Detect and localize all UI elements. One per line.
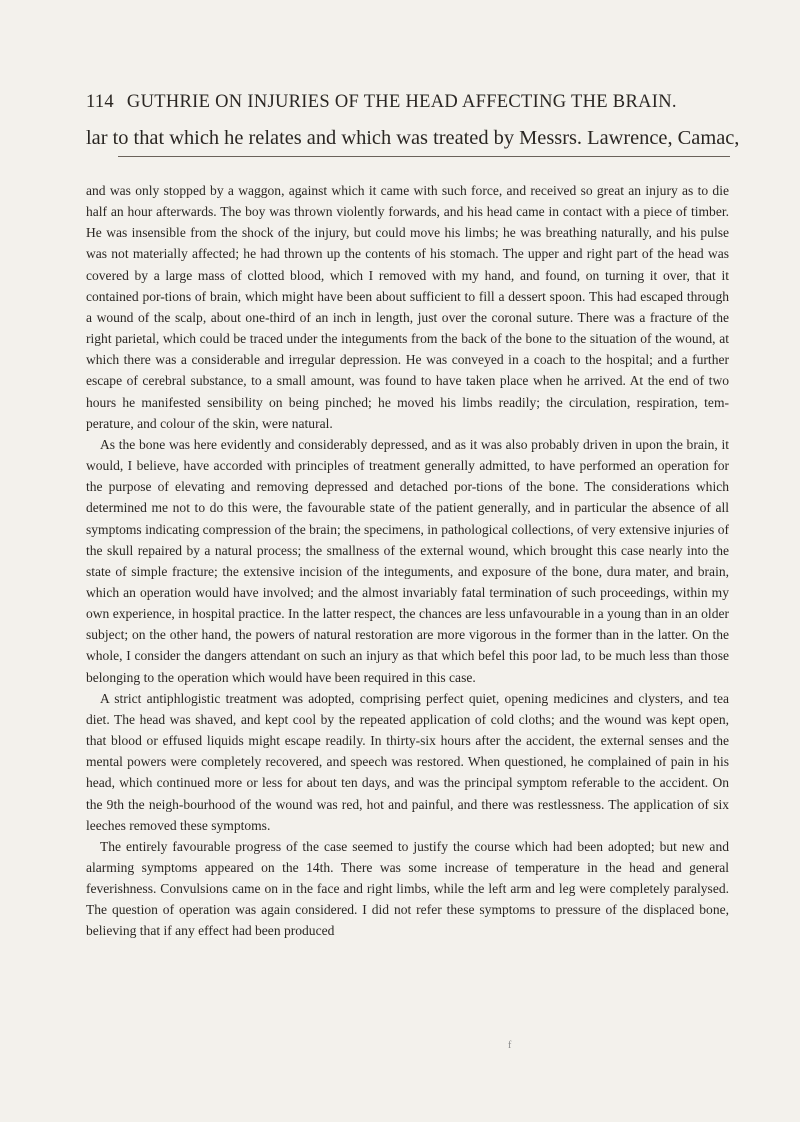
paragraph: As the bone was here evidently and considerably depressed, and as it was also probably driven in upon the brain, it would, I believe, have accorded with principles of treatment generally admitted, to have performed an operation for the purpose of elevating and removing depressed and detached por-tions of the bone. The considerations which determined me not to do this were, the favourable state of the patient generally, and in particular the absence of all symptoms indicating compression of the brain; the specimens, in pathological collections, of very extensive injuries of the skull repaired by a natural process; the smallness of the external wound, which brought this case nearly into the state of simple fracture; the extensive incision of the integuments, and exposure of the bone, dura mater, and brain, which an operation would have involved; and the almost invariably fatal termination of such proceedings, within my own experience, in hospital practice. In the latter respect, the chances are less unfavourable in a young than in an older subject; on the other hand, the powers of natural restoration are more vigorous in the former than in the latter. On the whole, I consider the dangers attendant on such an injury as that which befel this poor lad, to be much less than those belonging to the operation which would have been required in this case. [86,436,729,685]
page-number: 114 [86,92,114,112]
paragraph: The entirely favourable progress of the case seemed to justify the course which had been adopted; but new and alarming symptoms appeared on the 14th. There was some increase of temperature in the head and general feverishness. Convulsions came on in the face and right limbs, while the left arm and leg were completely paralysed. The question of operation was again considered. I did not refer these symptoms to pressure of the displaced bone, believing that if any effect had been produced [86,838,729,939]
body-text [86,180,729,942]
intro-line: lar to that which he relates and which was treated by Messrs. Lawrence, Camac, [86,127,740,149]
paragraph: and was only stopped by a waggon, against which it came with such force, and received so great an injury as to die half an hour afterwards. The boy was thrown violently forwards, and his head came in contact with a piece of timber. He was insensible from the shock of the injury, but could move his limbs; he was breathing naturally, and his pulse was not materially affected; he had thrown up the contents of his stomach. The upper and right part of the head was covered by a large mass of clotted blood, which I removed with my hand, and found, on turning it over, that it contained por-tions of brain, which might have been about sufficient to fill a dessert spoon. This had escaped through a wound of the scalp, about one-third of an inch in length, just over the coronal suture. There was a fracture of the right parietal, which could be traced under the integuments from the back of the bone to the situation of the wound, at which there was a considerable and irregular depression. He was conveyed in a coach to the hospital; and a further escape of cerebral substance, to a small amount, was found to have taken place when he arrived. At the end of two hours he manifested sensibility on being pinched; he moved his limbs readily; the circulation, respiration, tem-perature, and colour of the skin, were natural. [86,183,729,431]
horizontal-rule [118,156,730,157]
running-header [86,92,726,113]
running-title: GUTHRIE ON INJURIES OF THE HEAD AFFECTING THE BRAIN. [126,92,677,112]
stray-mark: f [508,1040,512,1051]
paragraph: A strict antiphlogistic treatment was adopted, comprising perfect quiet, opening medicines and clysters, and tea diet. The head was shaved, and kept cool by the repeated application of cold cloths; and the wound was kept open, that blood or effused liquids might escape readily. In thirty-six hours after the accident, the external senses and the mental powers were completely recovered, and speech was restored. When questioned, he complained of pain in his head, which continued more or less for about ten days, and was the principal symptom referable to the accident. On the 9th the neigh-bourhood of the wound was red, hot and painful, and there was restlessness. The application of six leeches removed these symptoms. [86,690,729,833]
